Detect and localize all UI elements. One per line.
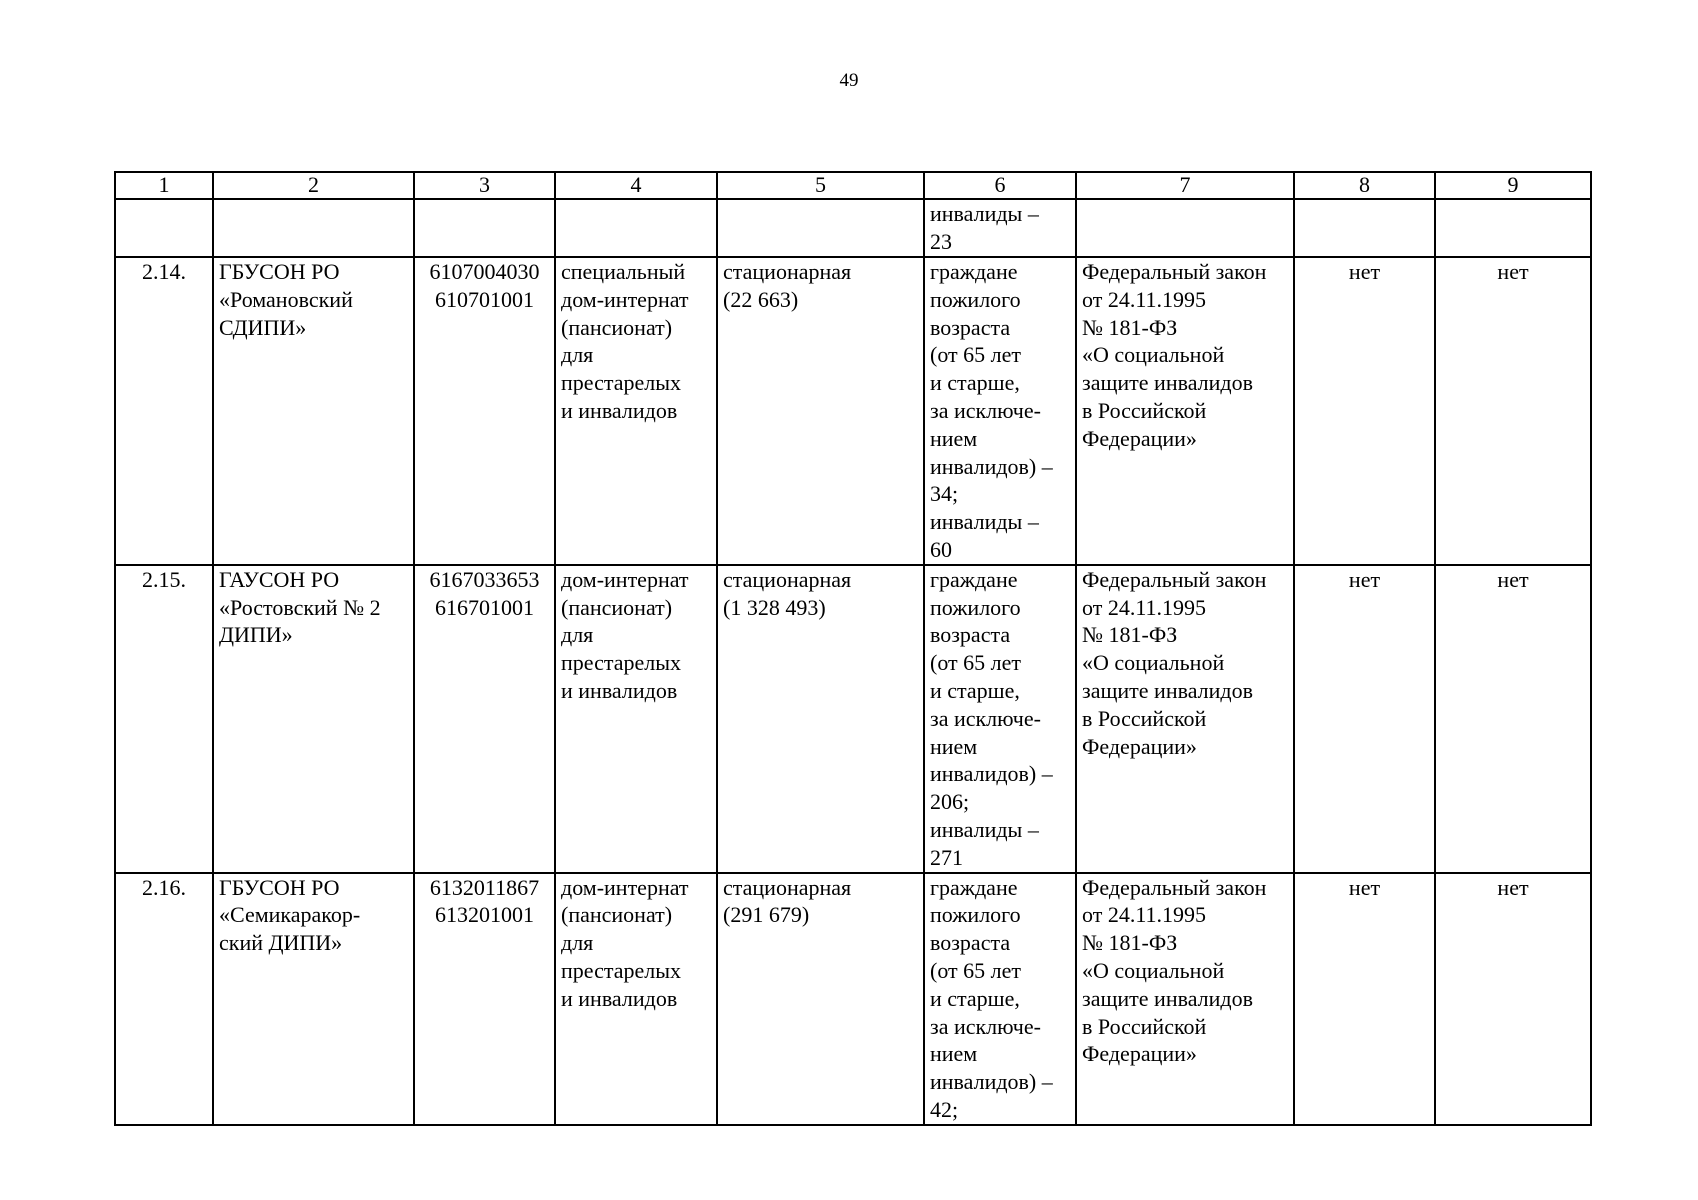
column-number: 1	[115, 172, 213, 199]
recipient-category-cell: инвалиды – 23	[924, 199, 1076, 257]
row-number-cell: 2.14.	[115, 257, 213, 565]
institution-type-cell: дом-интернат (пансионат) для престарелых и инвалидов	[555, 873, 717, 1125]
institution-name-cell	[213, 199, 414, 257]
inn-kpp-cell: 6167033653 616701001	[414, 565, 555, 873]
institution-name-cell: ГБУСОН РО «Семикаракор- ский ДИПИ»	[213, 873, 414, 1125]
column-number: 7	[1076, 172, 1294, 199]
institution-name-cell: ГАУСОН РО «Ростовский № 2 ДИПИ»	[213, 565, 414, 873]
page-number: 49	[839, 70, 859, 91]
column-8-cell	[1294, 199, 1435, 257]
column-number: 8	[1294, 172, 1435, 199]
table-row	[115, 199, 1591, 257]
column-number: 3	[414, 172, 555, 199]
service-form-cell	[717, 199, 924, 257]
institution-type-cell: дом-интернат (пансионат) для престарелых и инвалидов	[555, 565, 717, 873]
recipient-category-cell: граждане пожилого возраста (от 65 лет и старше, за исключе- нием инвалидов) – 206; инвалиды – 271	[924, 565, 1076, 873]
institutions-table	[114, 171, 1592, 1126]
institution-name-cell: ГБУСОН РО «Романовский СДИПИ»	[213, 257, 414, 565]
column-number: 2	[213, 172, 414, 199]
legal-basis-cell: Федеральный закон от 24.11.1995 № 181-ФЗ «О социальной защите инвалидов в Российской Федерации»	[1076, 565, 1294, 873]
column-9-cell: нет	[1435, 565, 1591, 873]
table-header-row	[115, 172, 1591, 199]
table-row	[115, 257, 1591, 565]
legal-basis-cell: Федеральный закон от 24.11.1995 № 181-ФЗ «О социальной защите инвалидов в Российской Федерации»	[1076, 873, 1294, 1125]
column-8-cell: нет	[1294, 257, 1435, 565]
recipient-category-cell: граждане пожилого возраста (от 65 лет и старше, за исключе- нием инвалидов) – 42;	[924, 873, 1076, 1125]
table-row	[115, 565, 1591, 873]
table-row	[115, 873, 1591, 1125]
row-number-cell	[115, 199, 213, 257]
inn-kpp-cell: 6132011867 613201001	[414, 873, 555, 1125]
column-number: 9	[1435, 172, 1591, 199]
inn-kpp-cell: 6107004030 610701001	[414, 257, 555, 565]
column-number: 6	[924, 172, 1076, 199]
column-number: 5	[717, 172, 924, 199]
institution-type-cell	[555, 199, 717, 257]
legal-basis-cell	[1076, 199, 1294, 257]
institution-type-cell: специальный дом-интернат (пансионат) для престарелых и инвалидов	[555, 257, 717, 565]
column-9-cell	[1435, 199, 1591, 257]
service-form-cell: стационарная (291 679)	[717, 873, 924, 1125]
inn-kpp-cell	[414, 199, 555, 257]
column-8-cell: нет	[1294, 873, 1435, 1125]
column-9-cell: нет	[1435, 257, 1591, 565]
row-number-cell: 2.16.	[115, 873, 213, 1125]
recipient-category-cell: граждане пожилого возраста (от 65 лет и старше, за исключе- нием инвалидов) – 34; инвалиды – 60	[924, 257, 1076, 565]
row-number-cell: 2.15.	[115, 565, 213, 873]
column-number: 4	[555, 172, 717, 199]
service-form-cell: стационарная (1 328 493)	[717, 565, 924, 873]
service-form-cell: стационарная (22 663)	[717, 257, 924, 565]
column-8-cell: нет	[1294, 565, 1435, 873]
column-9-cell: нет	[1435, 873, 1591, 1125]
legal-basis-cell: Федеральный закон от 24.11.1995 № 181-ФЗ «О социальной защите инвалидов в Российской Федерации»	[1076, 257, 1294, 565]
